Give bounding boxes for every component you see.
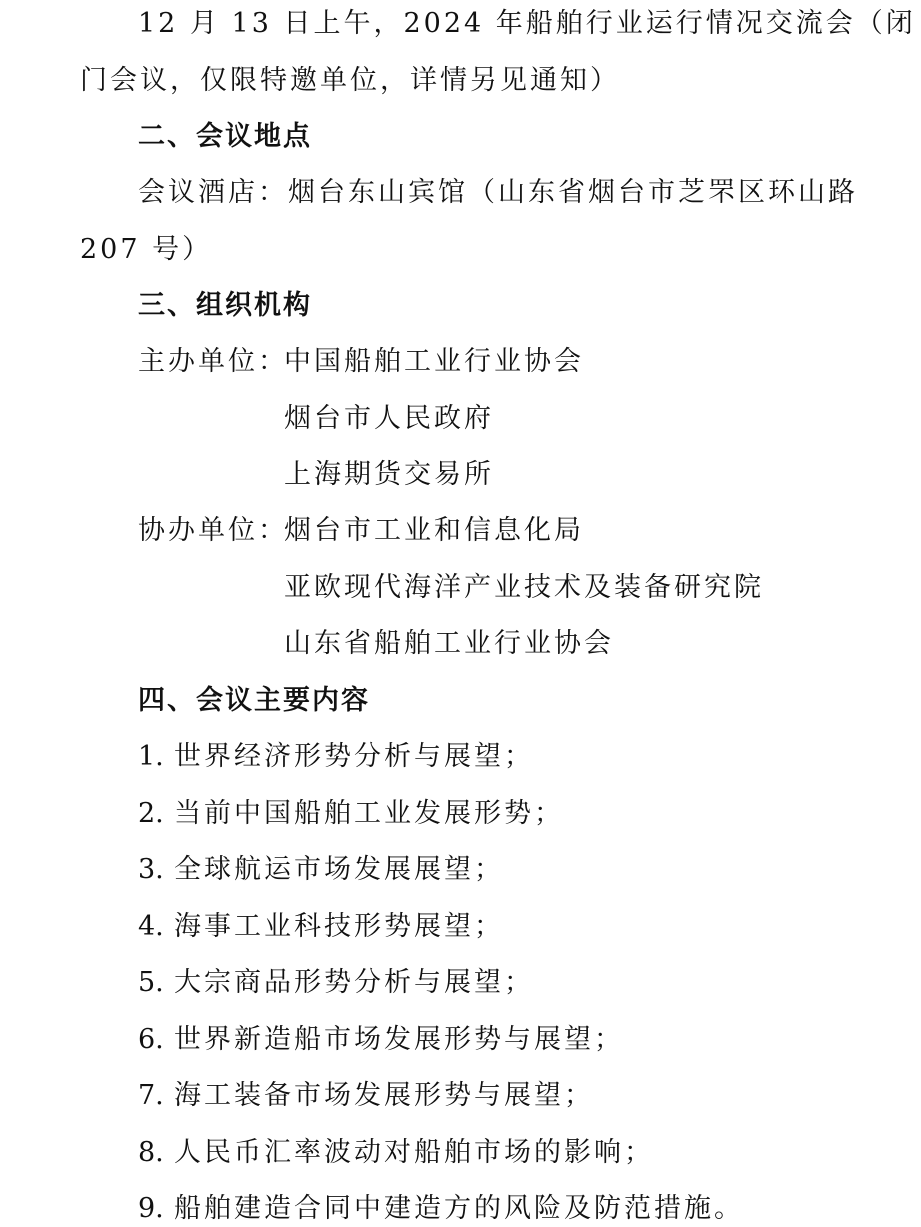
agenda-item-number: 7. bbox=[138, 1080, 164, 1111]
agenda-item-text: 人民币汇率波动对船舶市场的影响； bbox=[174, 1137, 654, 1168]
hosts-label: 主办单位： bbox=[138, 346, 288, 377]
agenda-item-text: 世界新造船市场发展形势与展望； bbox=[174, 1024, 624, 1055]
agenda-item-number: 1. bbox=[138, 741, 164, 772]
agenda-item-number: 6. bbox=[138, 1024, 164, 1055]
co-host-item: 烟台市工业和信息化局 bbox=[284, 515, 584, 546]
agenda-item bbox=[138, 965, 534, 1001]
agenda-item bbox=[138, 1022, 624, 1058]
agenda-item bbox=[138, 909, 504, 945]
agenda-item bbox=[138, 1078, 594, 1114]
agenda-item bbox=[138, 739, 534, 775]
section-heading-agenda: 四、会议主要内容 bbox=[138, 685, 370, 716]
agenda-item-number: 9. bbox=[138, 1193, 164, 1224]
venue-line-1: 会议酒店：烟台东山宾馆（山东省烟台市芝罘区环山路 bbox=[138, 177, 858, 208]
host-item: 上海期货交易所 bbox=[284, 459, 494, 490]
agenda-item bbox=[138, 852, 504, 888]
agenda-item-text: 大宗商品形势分析与展望； bbox=[174, 967, 534, 998]
co-host-item: 亚欧现代海洋产业技术及装备研究院 bbox=[284, 572, 764, 603]
host-item: 中国船舶工业行业协会 bbox=[284, 346, 584, 377]
agenda-item-number: 2. bbox=[138, 798, 164, 829]
section-heading-organizers: 三、组织机构 bbox=[138, 290, 312, 321]
agenda-item-text: 全球航运市场发展展望； bbox=[174, 854, 504, 885]
agenda-item bbox=[138, 1191, 744, 1227]
agenda-item bbox=[138, 1135, 654, 1171]
co-hosts-label: 协办单位： bbox=[138, 515, 288, 546]
agenda-item-text: 当前中国船舶工业发展形势； bbox=[174, 798, 564, 829]
agenda-item-text: 世界经济形势分析与展望； bbox=[174, 741, 534, 772]
section-heading-venue: 二、会议地点 bbox=[138, 121, 312, 152]
co-host-item: 山东省船舶工业行业协会 bbox=[284, 628, 614, 659]
agenda-item-number: 3. bbox=[138, 854, 164, 885]
venue-line-2: 207 号） bbox=[80, 234, 213, 265]
schedule-line-2: 门会议，仅限特邀单位，详情另见通知） bbox=[80, 65, 620, 96]
agenda-item-number: 5. bbox=[138, 967, 164, 998]
agenda-item-number: 8. bbox=[138, 1137, 164, 1168]
agenda-item-text: 船舶建造合同中建造方的风险及防范措施。 bbox=[174, 1193, 744, 1224]
agenda-item-text: 海工装备市场发展形势与展望； bbox=[174, 1080, 594, 1111]
agenda-item bbox=[138, 796, 564, 832]
host-item: 烟台市人民政府 bbox=[284, 403, 494, 434]
schedule-line-1: 12 月 13 日上午，2024 年船舶行业运行情况交流会（闭 bbox=[138, 8, 916, 39]
agenda-item-text: 海事工业科技形势展望； bbox=[174, 911, 504, 942]
agenda-item-number: 4. bbox=[138, 911, 164, 942]
